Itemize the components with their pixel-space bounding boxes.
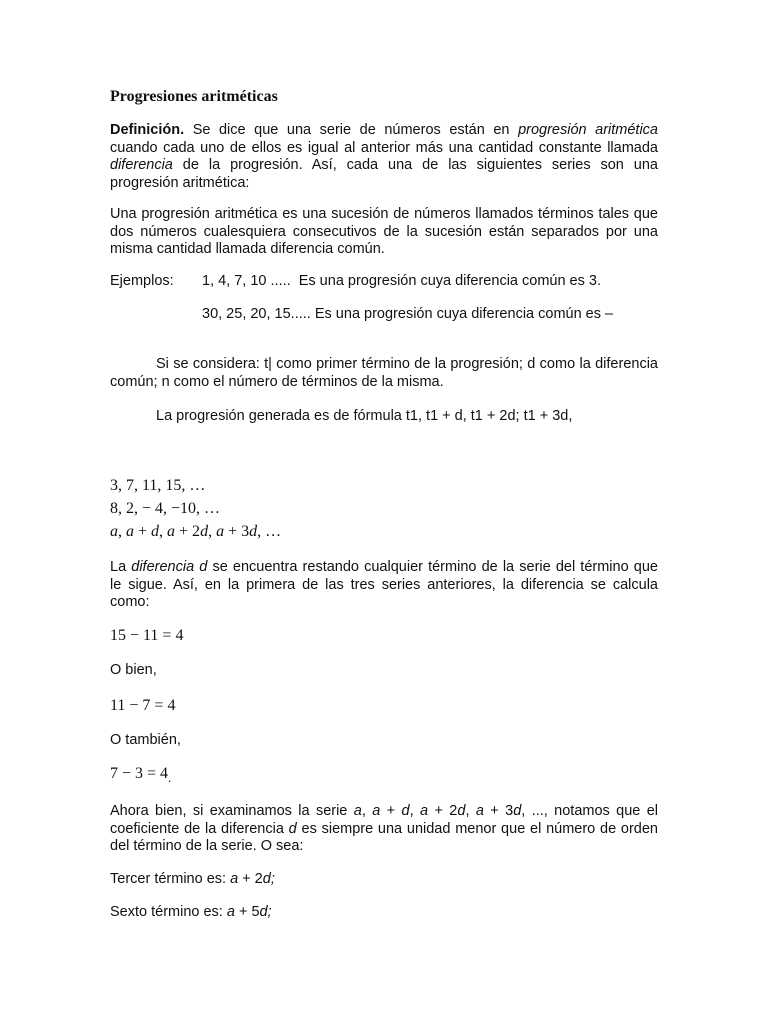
- definition-label: Definición.: [110, 122, 185, 138]
- example-1: [202, 273, 601, 289]
- consider-paragraph: Si se considera: t| como primer término de la progresión; d como la diferencia común; n como el número de términos de la misma.: [110, 356, 658, 390]
- definition-text: de la progresión. Así, cada una de las siguientes series son una progresión aritmética:: [110, 157, 658, 191]
- equation-2: 11 − 7 = 4: [110, 697, 176, 714]
- definition-paragraph: [110, 122, 658, 192]
- example-2-sequence: 30, 25, 20, 15.....: [202, 306, 311, 322]
- definition-term: diferencia: [110, 157, 173, 173]
- equation-1: 15 − 11 = 4: [110, 627, 184, 644]
- equation-3: $7 - 3 = 4_.$: [110, 765, 172, 785]
- ahora-paragraph: Ahora bien, si examinamos la serie a, a + d, a + 2d, a + 3d, ..., notamos que el coeficiente de la diferencia d es siempre una unidad menor que el número de orden del término de la serie. O sea:: [110, 803, 659, 854]
- sexto-termino: Sexto término es: a + 5d;: [110, 904, 272, 920]
- formula-paragraph: La progresión generada es de fórmula t1, t1 + d, t1 + 2d; t1 + 3d,: [156, 408, 573, 424]
- difference-paragraph: La diferencia d se encuentra restando cualquier término de la serie del término que le sigue. Así, en la primera de las tres series anteriores, la diferencia se calcula como:: [110, 559, 658, 610]
- example-2: [202, 306, 613, 322]
- o-bien-label: O bien,: [110, 662, 157, 678]
- series-1: 3, 7, 11, 15, …: [110, 477, 206, 494]
- tercer-termino: Tercer término es: a + 2d;: [110, 871, 275, 887]
- example-1-text: Es una progresión cuya diferencia común es 3.: [298, 273, 601, 289]
- page-title: Progresiones aritméticas: [110, 88, 278, 105]
- series-3: a, a + d, a + 2d, a + 3d, …: [110, 523, 282, 540]
- definition-text: Se dice que una serie de números están en: [184, 122, 519, 138]
- example-2-text: Es una progresión cuya diferencia común es –: [314, 306, 614, 322]
- example-1-sequence: 1, 4, 7, 10 .....: [202, 273, 291, 289]
- o-tambien-label: O también,: [110, 732, 181, 748]
- examples-label: Ejemplos:: [110, 273, 174, 289]
- series-2: 8, 2, − 4, −10, …: [110, 500, 221, 517]
- definition-term: progresión aritmética: [518, 122, 658, 138]
- paragraph-sucesion: Una progresión aritmética es una sucesión de números llamados términos tales que dos números cualesquiera consecutivos de la sucesión están separados por una misma cantidad llamada diferencia común.: [110, 206, 658, 257]
- definition-text: cuando cada uno de ellos es igual al anterior más una cantidad constante llamada: [110, 139, 658, 156]
